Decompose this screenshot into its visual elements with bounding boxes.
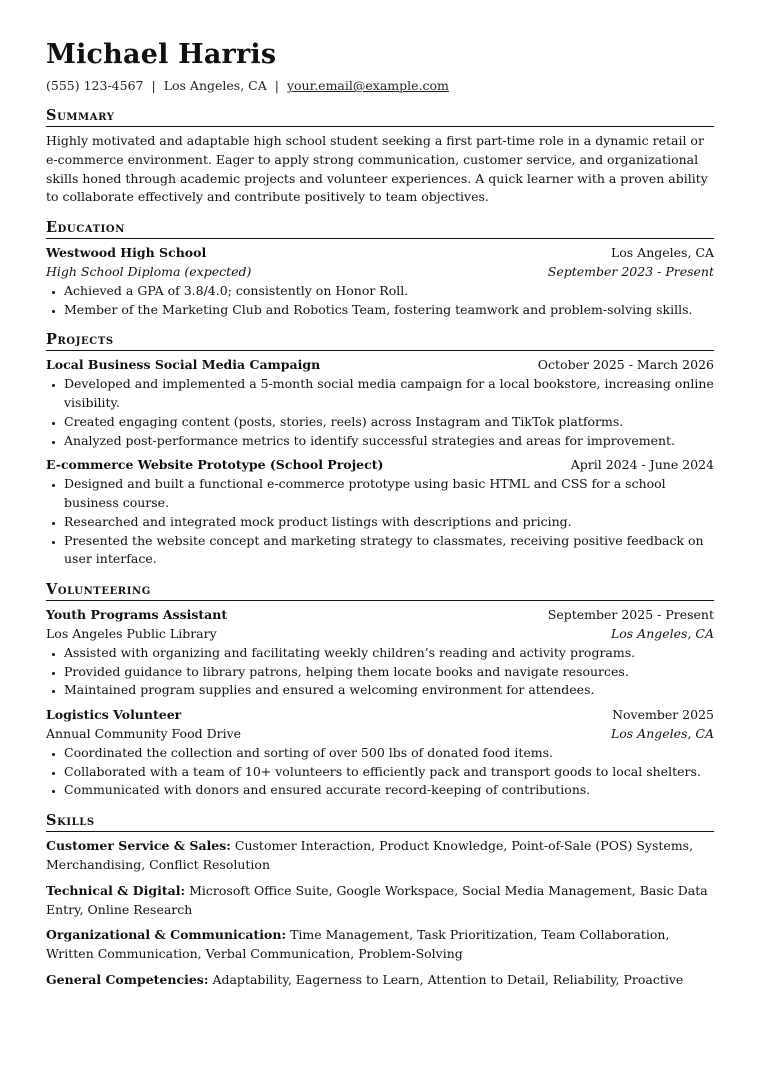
education-dates: September 2023 - Present (547, 263, 714, 279)
skill-line (46, 882, 714, 920)
volunteer-bullets (46, 644, 714, 700)
volunteer-dates: November 2025 (612, 707, 714, 723)
list-item: • Collaborated with a team of 10+ volunteers to efficiently pack and transport goods to local shelters. (64, 763, 714, 782)
school-name: Westwood High School (46, 245, 207, 261)
summary-section (46, 106, 714, 207)
education-entry (46, 244, 714, 319)
list-item: • Achieved a GPA of 3.8/4.0; consistently on Honor Roll. (64, 282, 714, 301)
summary-text: Highly motivated and adaptable high school student seeking a first part-time role in a dynamic retail or e-commerce environment. Eager to apply strong communication, customer service, and organizational skills honed through academic projects and volunteer experiences. A quick learner with a proven ability to collaborate effectively and contribute positively to team objectives. (46, 133, 708, 205)
contact-phone: (555) 123-4567 (46, 78, 144, 93)
section-title-skills: Skills (46, 811, 714, 832)
skill-text: Customer Interaction, Product Knowledge, Point-of-Sale (POS) Systems, Merchandising, Conflict Resolution (46, 838, 694, 872)
list-item: • Coordinated the collection and sorting of over 500 lbs of donated food items. (64, 744, 714, 763)
section-title-summary: Summary (46, 106, 714, 127)
skill-line (46, 837, 714, 875)
skill-line (46, 926, 714, 964)
skills-section (46, 811, 714, 990)
list-item: • Created engaging content (posts, stories, reels) across Instagram and TikTok platforms. (64, 413, 714, 432)
contact-line (46, 77, 714, 95)
volunteer-location: Los Angeles, CA (610, 725, 714, 741)
project-entry (46, 456, 714, 569)
section-title-volunteering: Volunteering (46, 580, 714, 601)
project-name: E-commerce Website Prototype (School Project) (46, 457, 384, 473)
contact-location: Los Angeles, CA (163, 78, 267, 93)
volunteer-dates: September 2025 - Present (547, 607, 714, 623)
project-dates: April 2024 - June 2024 (570, 457, 714, 473)
skill-label: Technical & Digital: (46, 882, 186, 898)
contact-email-link[interactable]: your.email@example.com (286, 78, 449, 93)
list-item: • Communicated with donors and ensured accurate record-keeping of contributions. (64, 781, 714, 800)
list-item: • Assisted with organizing and facilitating weekly children’s reading and activity programs. (64, 644, 714, 663)
school-location: Los Angeles, CA (610, 245, 714, 261)
list-item: • Provided guidance to library patrons, helping them locate books and navigate resources. (64, 663, 714, 682)
list-item: • Presented the website concept and marketing strategy to classmates, receiving positive feedback on user interface. (64, 532, 714, 570)
volunteer-entry (46, 706, 714, 800)
list-item: • Maintained program supplies and ensured a welcoming environment for attendees. (64, 681, 714, 700)
volunteer-bullets (46, 744, 714, 800)
skill-label: Customer Service & Sales: (46, 838, 231, 854)
list-item: • Analyzed post-performance metrics to identify successful strategies and areas for improvement. (64, 432, 714, 451)
section-title-education: Education (46, 218, 714, 239)
education-section (46, 218, 714, 319)
list-item: • Researched and integrated mock product listings with descriptions and pricing. (64, 513, 714, 532)
candidate-name: Michael Harris (46, 39, 277, 70)
skill-label: General Competencies: (46, 971, 209, 987)
volunteer-role: Logistics Volunteer (46, 707, 182, 723)
project-entry (46, 356, 714, 450)
skill-text: Microsoft Office Suite, Google Workspace, Social Media Management, Basic Data Entry, Online Research (46, 882, 708, 917)
section-title-projects: Projects (46, 330, 714, 351)
contact-separator: | (274, 78, 279, 93)
project-dates: October 2025 - March 2026 (537, 357, 714, 373)
project-bullets (46, 375, 714, 450)
skill-label: Organizational & Communication: (46, 927, 287, 943)
degree: High School Diploma (expected) (46, 263, 252, 279)
skill-text: Adaptability, Eagerness to Learn, Attention to Detail, Reliability, Proactive (212, 971, 684, 987)
list-item: • Designed and built a functional e-commerce prototype using basic HTML and CSS for a school business course. (64, 475, 714, 513)
list-item: • Member of the Marketing Club and Robotics Team, fostering teamwork and problem-solving skills. (64, 301, 714, 320)
volunteer-org: Los Angeles Public Library (46, 625, 217, 641)
education-bullets (46, 282, 714, 320)
contact-separator: | (151, 78, 156, 93)
projects-section (46, 330, 714, 569)
skill-text: Time Management, Task Prioritization, Team Collaboration, Written Communication, Verbal Communication, Problem-Solving (46, 927, 670, 962)
volunteering-section (46, 580, 714, 800)
skill-line (46, 971, 714, 990)
project-bullets (46, 475, 714, 569)
volunteer-org: Annual Community Food Drive (46, 725, 242, 741)
list-item: • Developed and implemented a 5-month social media campaign for a local bookstore, increasing online visibility. (64, 375, 714, 413)
project-name: Local Business Social Media Campaign (46, 357, 321, 373)
volunteer-entry (46, 606, 714, 700)
volunteer-location: Los Angeles, CA (610, 625, 714, 641)
volunteer-role: Youth Programs Assistant (46, 607, 228, 623)
